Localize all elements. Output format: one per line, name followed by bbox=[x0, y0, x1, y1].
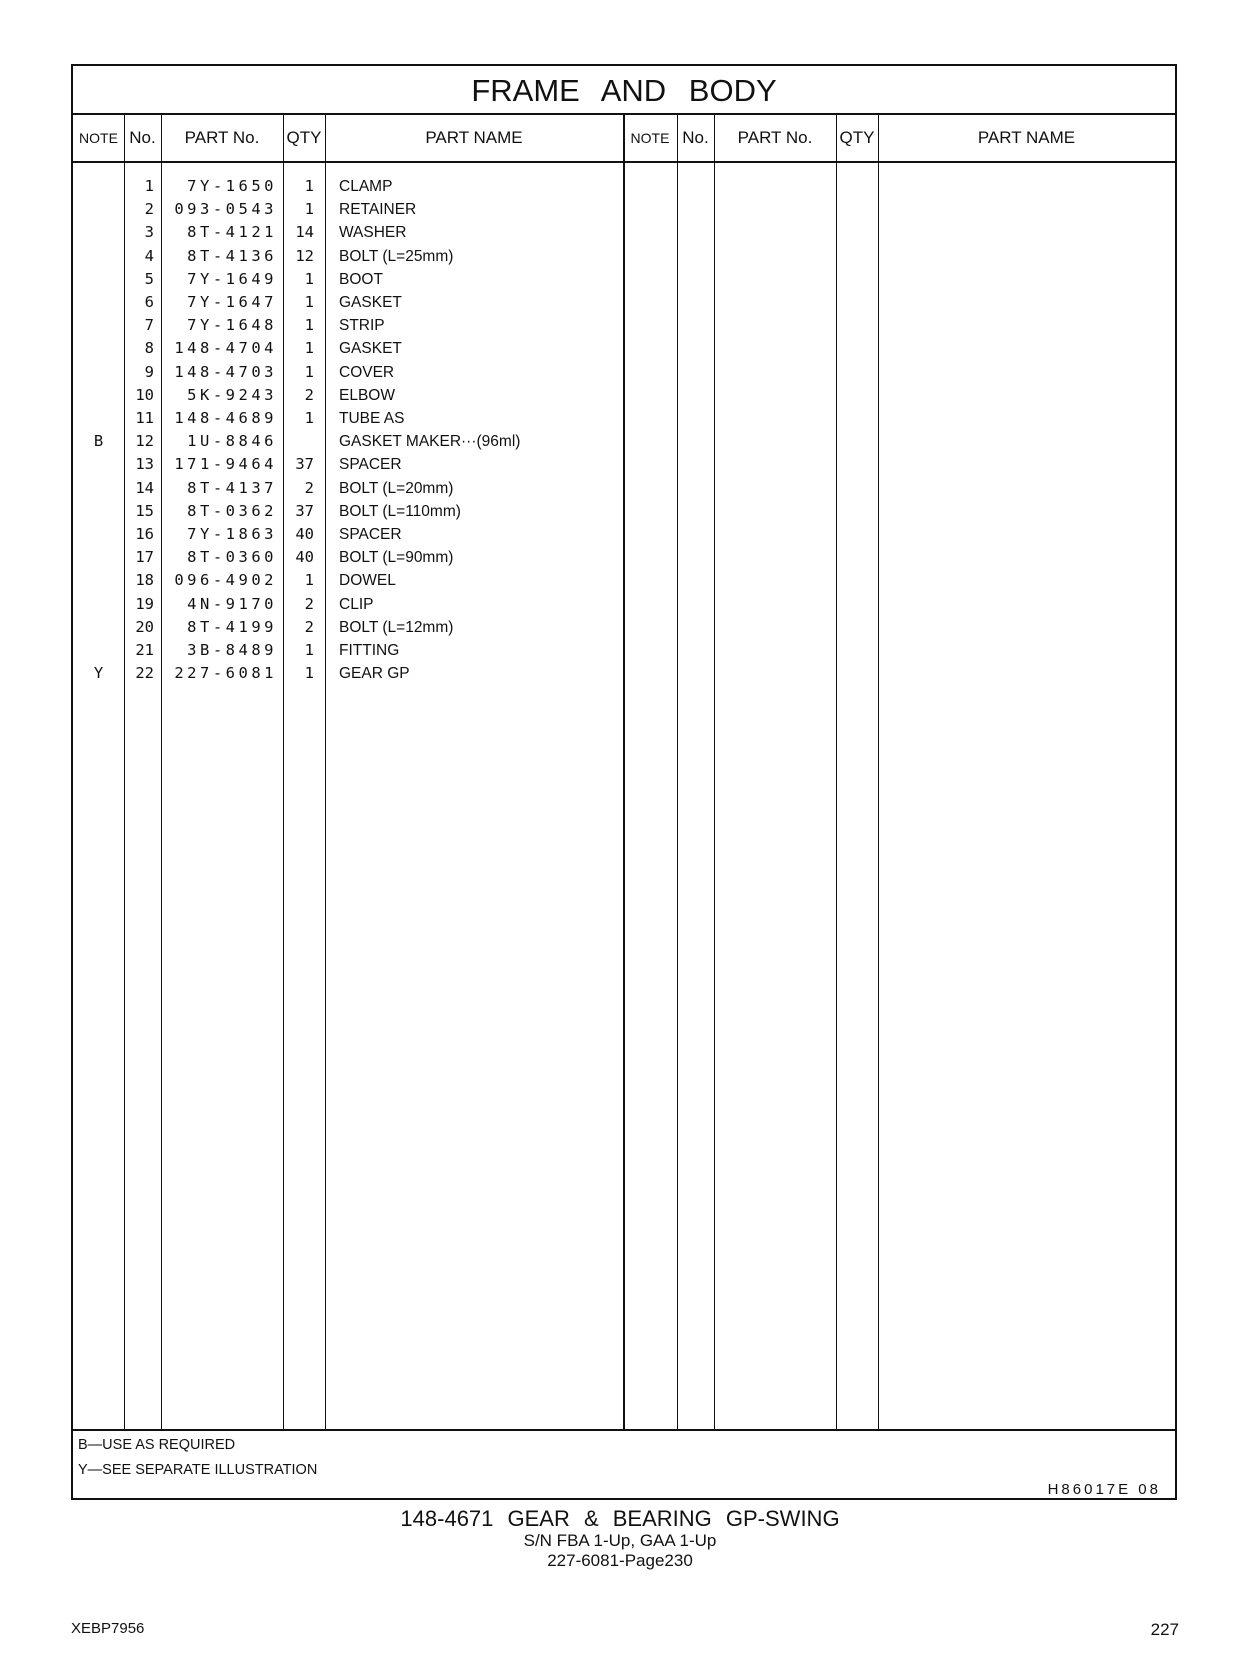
row-part-name: GASKET bbox=[339, 294, 402, 311]
parts-list-frame bbox=[71, 64, 1177, 1500]
row-part-name: GASKET bbox=[339, 340, 402, 358]
row-note bbox=[73, 314, 124, 337]
row-part-name: TUBE AS bbox=[339, 410, 405, 427]
row-part-number: 8T-4137 bbox=[187, 478, 277, 497]
row-part-number: 8T-4136 bbox=[187, 246, 277, 265]
table-row bbox=[73, 245, 673, 268]
row-item-number: 15 bbox=[135, 501, 154, 520]
row-part-number: 4N-9170 bbox=[187, 594, 277, 613]
row-part-name: BOOT bbox=[339, 270, 383, 288]
row-item-number: 4 bbox=[144, 246, 154, 265]
row-note bbox=[73, 500, 124, 523]
row-part-name: GEAR GP bbox=[339, 665, 410, 683]
row-part-name: CLAMP bbox=[339, 178, 393, 195]
row-item-number: 2 bbox=[144, 200, 154, 219]
row-part-name: FITTING bbox=[339, 642, 400, 659]
row-quantity: 14 bbox=[295, 223, 314, 242]
row-part-number: 148-4703 bbox=[174, 362, 277, 381]
row-note bbox=[73, 291, 124, 314]
row-item-number: 5 bbox=[144, 269, 154, 288]
table-row bbox=[73, 523, 673, 546]
table-row bbox=[73, 361, 673, 384]
row-item-number: 14 bbox=[135, 478, 154, 497]
row-part-name: BOLT (L=25mm) bbox=[339, 247, 454, 265]
row-item-number: 18 bbox=[135, 571, 154, 590]
table-row bbox=[73, 616, 673, 639]
group-title: 148-4671 GEAR & BEARING GP-SWING bbox=[400, 1506, 840, 1531]
row-item-number: 12 bbox=[135, 432, 154, 451]
row-part-name: WASHER bbox=[339, 224, 407, 242]
table-row bbox=[73, 430, 673, 453]
row-part-number: 227-6081 bbox=[174, 664, 277, 683]
row-note bbox=[73, 361, 124, 384]
row-note bbox=[73, 198, 124, 221]
row-quantity: 1 bbox=[304, 200, 314, 219]
row-part-name: GASKET MAKER···(96ml) bbox=[339, 433, 521, 451]
row-part-name: SPACER bbox=[339, 526, 402, 543]
row-note bbox=[73, 453, 124, 476]
row-part-name: BOLT (L=110mm) bbox=[339, 502, 461, 520]
row-part-number: 171-9464 bbox=[174, 455, 277, 474]
row-note: Y bbox=[93, 664, 104, 683]
row-part-name: SPACER bbox=[339, 456, 402, 474]
row-note bbox=[73, 569, 124, 592]
row-item-number: 22 bbox=[135, 664, 154, 683]
row-part-number: 8T-4199 bbox=[187, 617, 277, 636]
row-item-number: 19 bbox=[135, 594, 154, 613]
row-note bbox=[73, 407, 124, 430]
row-part-number: 1U-8846 bbox=[187, 432, 277, 451]
row-quantity: 37 bbox=[295, 455, 314, 474]
row-quantity: 2 bbox=[304, 385, 314, 404]
row-item-number: 1 bbox=[144, 177, 154, 195]
header-part-name-right: PART NAME bbox=[977, 128, 1076, 147]
row-note bbox=[73, 384, 124, 407]
table-row bbox=[73, 477, 673, 500]
table-row bbox=[73, 569, 673, 592]
document-id: XEBP7956 bbox=[71, 1620, 145, 1637]
table-row bbox=[73, 291, 673, 314]
row-quantity: 1 bbox=[304, 664, 314, 683]
row-part-name: BOLT (L=20mm) bbox=[339, 479, 454, 497]
table-row bbox=[73, 221, 673, 244]
row-item-number: 7 bbox=[144, 316, 154, 335]
header-part-no-right: PART No. bbox=[737, 128, 813, 147]
row-part-name: RETAINER bbox=[339, 201, 417, 219]
header-note-right: NOTE bbox=[630, 130, 670, 146]
row-part-number: 7Y-1648 bbox=[187, 316, 277, 335]
row-item-number: 8 bbox=[144, 339, 154, 358]
row-item-number: 17 bbox=[135, 548, 154, 567]
row-note bbox=[73, 175, 124, 198]
row-quantity: 1 bbox=[304, 269, 314, 288]
row-part-number: 3B-8489 bbox=[187, 641, 277, 659]
row-note bbox=[73, 245, 124, 268]
table-row bbox=[73, 500, 673, 523]
row-note bbox=[73, 477, 124, 500]
row-note bbox=[73, 616, 124, 639]
notes-section bbox=[73, 1429, 1175, 1500]
row-part-name: STRIP bbox=[339, 317, 385, 335]
row-part-name: COVER bbox=[339, 363, 395, 381]
row-quantity: 1 bbox=[304, 409, 314, 427]
page-number: 227 bbox=[1150, 1620, 1179, 1639]
row-part-number: 093-0543 bbox=[174, 200, 277, 219]
table-row bbox=[73, 384, 673, 407]
row-note: B bbox=[93, 432, 104, 451]
header-note-left: NOTE bbox=[79, 130, 118, 146]
row-quantity: 12 bbox=[295, 246, 314, 265]
row-item-number: 3 bbox=[144, 223, 154, 242]
row-item-number: 9 bbox=[144, 362, 154, 381]
row-part-name: DOWEL bbox=[339, 572, 396, 590]
note-b: B—USE AS REQUIRED bbox=[78, 1437, 236, 1453]
parts-table-body bbox=[73, 163, 1175, 1429]
table-row bbox=[73, 546, 673, 569]
table-row bbox=[73, 662, 673, 685]
serial-numbers: S/N FBA 1-Up, GAA 1-Up bbox=[523, 1531, 717, 1550]
row-note bbox=[73, 523, 124, 546]
row-quantity: 1 bbox=[304, 571, 314, 590]
row-quantity bbox=[284, 430, 314, 453]
table-row bbox=[73, 407, 673, 430]
row-note bbox=[73, 221, 124, 244]
row-part-number: 148-4689 bbox=[174, 409, 277, 427]
row-item-number: 10 bbox=[135, 385, 154, 404]
row-item-number: 20 bbox=[135, 617, 154, 636]
table-row bbox=[73, 639, 673, 662]
row-note bbox=[73, 593, 124, 616]
row-quantity: 40 bbox=[295, 525, 314, 543]
row-part-number: 7Y-1863 bbox=[187, 525, 277, 543]
page-reference: 227-6081-Page230 bbox=[547, 1551, 693, 1570]
row-part-number: 8T-4121 bbox=[187, 223, 277, 242]
row-quantity: 1 bbox=[304, 362, 314, 381]
table-row bbox=[73, 175, 673, 198]
row-quantity: 1 bbox=[304, 641, 314, 659]
row-note bbox=[73, 268, 124, 291]
row-part-number: 8T-0360 bbox=[187, 548, 277, 567]
table-row bbox=[73, 593, 673, 616]
row-quantity: 2 bbox=[304, 478, 314, 497]
header-part-name-left: PART NAME bbox=[425, 128, 523, 147]
header-qty-right: QTY bbox=[839, 128, 875, 147]
row-part-name: BOLT (L=12mm) bbox=[339, 618, 454, 636]
row-part-number: 7Y-1649 bbox=[187, 269, 277, 288]
row-quantity: 37 bbox=[295, 501, 314, 520]
row-quantity: 1 bbox=[304, 177, 314, 195]
row-part-number: 5K-9243 bbox=[187, 385, 277, 404]
row-part-number: 8T-0362 bbox=[187, 501, 277, 520]
header-qty-left: QTY bbox=[286, 128, 322, 147]
row-quantity: 1 bbox=[304, 293, 314, 311]
table-row bbox=[73, 337, 673, 360]
row-quantity: 1 bbox=[304, 316, 314, 335]
row-note bbox=[73, 639, 124, 662]
table-row bbox=[73, 453, 673, 476]
row-part-number: 7Y-1647 bbox=[187, 293, 277, 311]
note-y: Y—SEE SEPARATE ILLUSTRATION bbox=[78, 1462, 318, 1478]
table-row bbox=[73, 268, 673, 291]
row-quantity: 2 bbox=[304, 594, 314, 613]
row-part-name: ELBOW bbox=[339, 386, 395, 404]
row-quantity: 40 bbox=[295, 548, 314, 567]
row-part-name: BOLT (L=90mm) bbox=[339, 549, 454, 567]
table-row bbox=[73, 314, 673, 337]
row-note bbox=[73, 546, 124, 569]
row-part-number: 096-4902 bbox=[174, 571, 277, 590]
row-item-number: 6 bbox=[144, 293, 154, 311]
row-quantity: 2 bbox=[304, 617, 314, 636]
row-note bbox=[73, 337, 124, 360]
illustration-code: H86017E 08 bbox=[1047, 1481, 1161, 1498]
row-item-number: 16 bbox=[135, 525, 154, 543]
row-part-name: CLIP bbox=[339, 595, 374, 613]
row-item-number: 13 bbox=[135, 455, 154, 474]
page-title: FRAME AND BODY bbox=[73, 66, 1175, 115]
header-part-no-left: PART No. bbox=[184, 128, 260, 147]
row-part-number: 148-4704 bbox=[174, 339, 277, 358]
row-part-number: 7Y-1650 bbox=[187, 177, 277, 195]
header-no-left: No. bbox=[129, 128, 156, 147]
table-row bbox=[73, 198, 673, 221]
row-quantity: 1 bbox=[304, 339, 314, 358]
row-item-number: 11 bbox=[135, 409, 154, 427]
header-no-right: No. bbox=[682, 128, 709, 147]
row-item-number: 21 bbox=[135, 641, 154, 659]
